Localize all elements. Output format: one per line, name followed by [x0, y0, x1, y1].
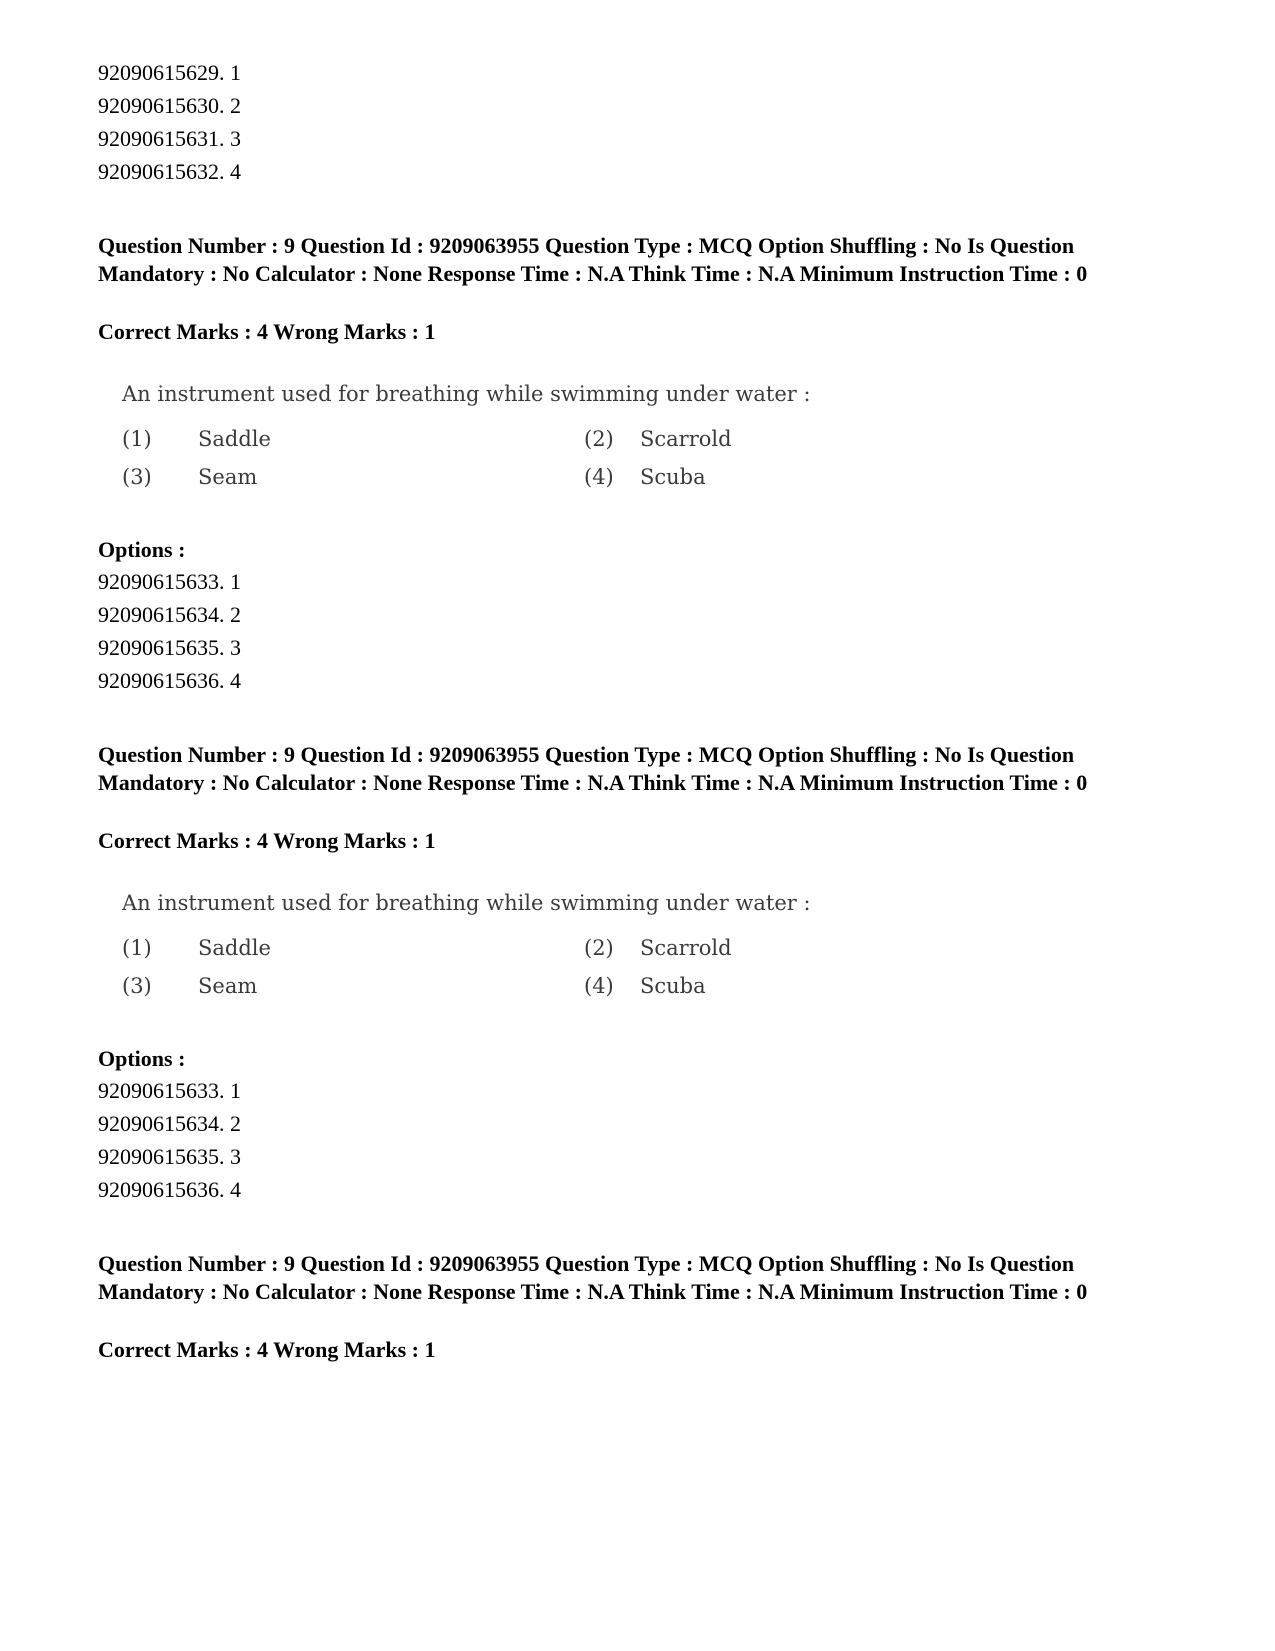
choice-text: Saddle	[198, 936, 271, 960]
choice-text: Scuba	[640, 974, 706, 998]
choice-4	[584, 973, 706, 999]
choice-number: (1)	[122, 936, 152, 960]
choice-text: Seam	[198, 465, 258, 489]
option-line: 92090615632. 4	[98, 159, 241, 184]
choice-text: Saddle	[198, 427, 271, 451]
option-line: 92090615636. 4	[98, 668, 241, 693]
question-stem: An instrument used for breathing while swimming under water :	[122, 891, 811, 915]
question-header: Question Number : 9 Question Id : 9209063955 Question Type : MCQ Option Shuffling : No Is Question Mandatory : No Calculator : None Response Time : N.A Think Time : N.A Minimum Instruction Time : 0	[98, 1251, 1088, 1304]
options-label: Options :	[98, 537, 186, 562]
choice-text: Scarrold	[640, 936, 732, 960]
choice-1	[122, 426, 271, 452]
choice-number: (2)	[584, 936, 614, 960]
option-line: 92090615635. 3	[98, 635, 241, 660]
option-line: 92090615636. 4	[98, 1177, 241, 1202]
choice-number: (3)	[122, 465, 152, 489]
question-stem: An instrument used for breathing while swimming under water :	[122, 382, 811, 406]
choice-text: Scuba	[640, 465, 706, 489]
choice-2	[584, 935, 732, 961]
choice-number: (4)	[584, 974, 614, 998]
choice-number: (3)	[122, 974, 152, 998]
option-line: 92090615633. 1	[98, 569, 241, 594]
option-line: 92090615634. 2	[98, 1111, 241, 1136]
question-header: Question Number : 9 Question Id : 9209063955 Question Type : MCQ Option Shuffling : No Is Question Mandatory : No Calculator : None Response Time : N.A Think Time : N.A Minimum Instruction Time : 0	[98, 233, 1088, 286]
choice-4	[584, 464, 706, 490]
question-image	[98, 381, 878, 509]
options-label: Options :	[98, 1046, 186, 1071]
option-line: 92090615634. 2	[98, 602, 241, 627]
choice-2	[584, 426, 732, 452]
choice-1	[122, 935, 271, 961]
choice-3	[122, 464, 257, 490]
option-line: 92090615635. 3	[98, 1144, 241, 1169]
option-line: 92090615629. 1	[98, 60, 241, 85]
choice-3	[122, 973, 257, 999]
choice-number: (2)	[584, 427, 614, 451]
marks-line: Correct Marks : 4 Wrong Marks : 1	[98, 1337, 436, 1362]
option-line: 92090615633. 1	[98, 1078, 241, 1103]
choice-number: (4)	[584, 465, 614, 489]
question-header: Question Number : 9 Question Id : 9209063955 Question Type : MCQ Option Shuffling : No Is Question Mandatory : No Calculator : None Response Time : N.A Think Time : N.A Minimum Instruction Time : 0	[98, 742, 1088, 795]
choice-text: Seam	[198, 974, 258, 998]
option-line: 92090615630. 2	[98, 93, 241, 118]
choice-number: (1)	[122, 427, 152, 451]
question-image	[98, 890, 878, 1018]
choice-text: Scarrold	[640, 427, 732, 451]
marks-line: Correct Marks : 4 Wrong Marks : 1	[98, 828, 436, 853]
option-line: 92090615631. 3	[98, 126, 241, 151]
marks-line: Correct Marks : 4 Wrong Marks : 1	[98, 319, 436, 344]
